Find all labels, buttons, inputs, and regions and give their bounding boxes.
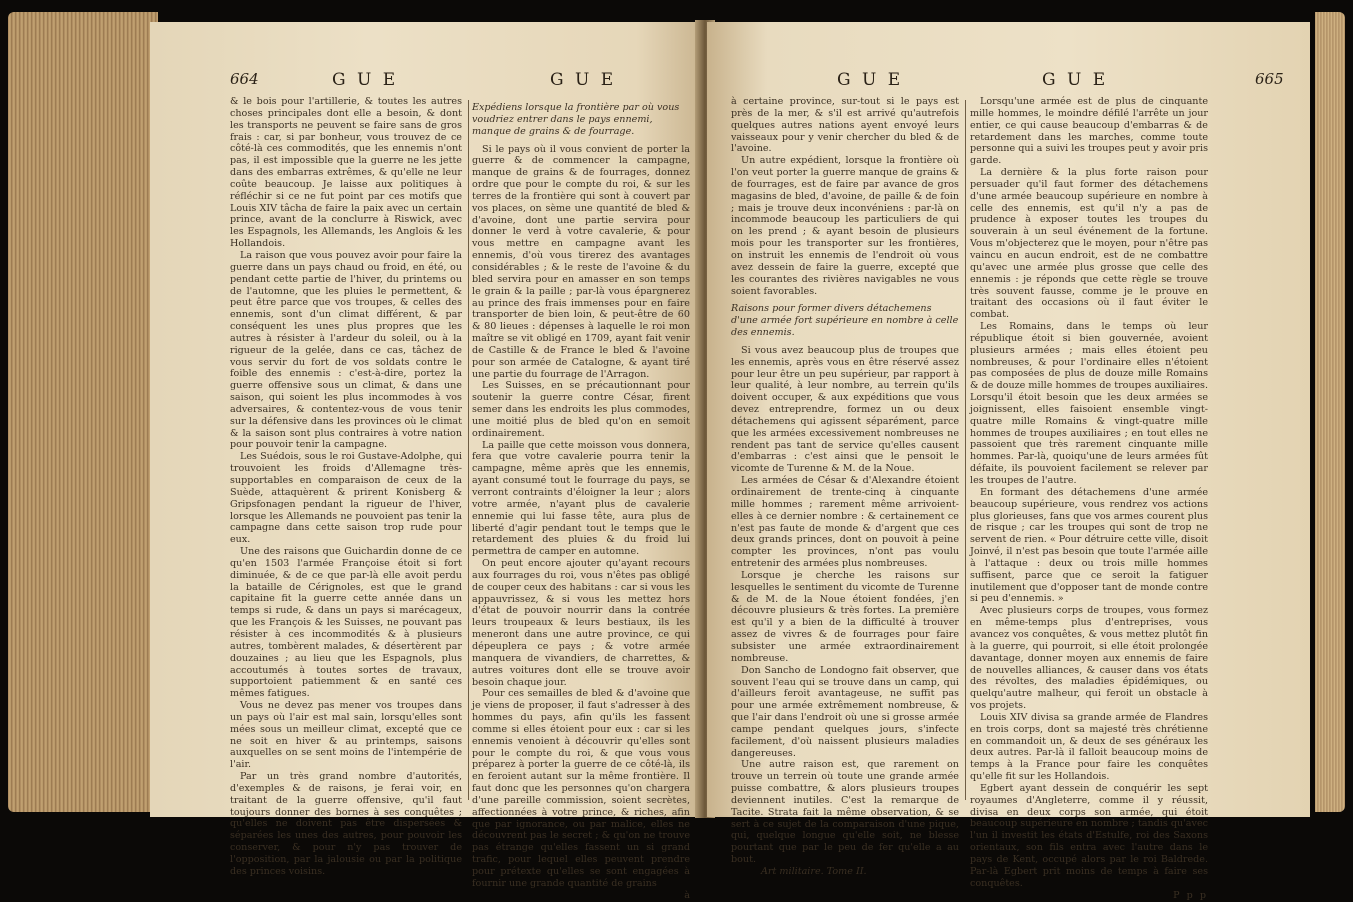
page-number-right: 665 <box>1255 70 1284 88</box>
column-rule <box>965 100 966 800</box>
catchword: à <box>684 889 690 901</box>
paragraph: Les Suédois, sous le roi Gustave-Adolphe, qui trouvoient les froids d'Allemagne très-supportables en comparaison de ceux de la Suède, attaquèrent & prirent Konisberg & Gripsfonagen pendant la rigueur de l'hiver, lorsque les Allemands ne pouvoient pas tenir la campagne dans cette saison trop rude pour eux. <box>230 451 462 546</box>
page-number-left: 664 <box>230 70 259 88</box>
paragraph: Par un très grand nombre d'autorités, d'exemples & de raisons, je ferai voir, en traitant de la guerre offensive, qu'il faut toujours donner des bornes à ses conquêtes ; qu'elles ne doivent pas être dispersées & séparées les unes des autres, pour pouvoir les conserver, & pour n'y pas trouver de l'opposition, par la jalousie ou par la politique des princes voisins. <box>230 771 462 877</box>
left-page <box>150 22 703 901</box>
column-rule <box>468 100 469 800</box>
paragraph: Les Romains, dans le temps où leur république étoit si bien gouvernée, avoient plusieurs armées ; mais elles étoient peu nombreuses, & pour l'ordinaire elles n'étoient pas composées de plus de douze mille Romains & de douze mille hommes de troupes auxiliaires. Lorsqu'il étoit besoin que les deux armées se joignissent, elles faisoient ensemble vingt-quatre mille Romains & vingt-quatre mille hommes de troupes auxiliaires ; en tout elles ne passoient que très rarement cinquante mille hommes. Par-là, quoiqu'une de leurs armées fût défaite, ils pouvoient facilement se relever par les troupes de l'autre. <box>970 321 1208 486</box>
paragraph: La dernière & la plus forte raison pour persuader qu'il faut former des détachemens d'une armée beaucoup supérieure en nombre à celle des ennemis, est qu'il n'y a pas de prudence à exposer toutes les troupes du souverain à un seul événement de la fortune. Vous m'objecterez que le moyen, pour n'être pas vaincu en aucun endroit, est de ne combattre qu'avec une armée plus grosse que celle des ennemis : je réponds que cette règle se trouve très souvent fausse, comme je le prouve en traitant des occasions où il faut éviter le combat. <box>970 167 1208 321</box>
running-head: G U E <box>550 70 617 90</box>
paragraph: Si vous avez beaucoup plus de troupes que les ennemis, après vous en être réservé assez pour leur être un peu supérieur, par rapport à leur qualité, à leur nombre, au terrein qu'ils doivent occuper, & aux expéditions que vous devez entreprendre, formez un ou deux détachemens qui agissent séparément, parce que les armées excessivement nombreuses ne rendent pas tant de service qu'elles causent d'embarras : c'est ainsi que le pensoit le vicomte de Turenne & M. de la Noue. <box>731 344 959 475</box>
paragraph: On peut encore ajouter qu'ayant recours aux fourrages du roi, vous n'êtes pas obligé de couper ceux des habitans : car si vous les appauvrissez, & si vous les mettez hors d'état de pouvoir nourrir dans la contrée leurs troupeaux & leurs bestiaux, ils les meneront dans une autre province, ce qui dépeuplera ce pays ; & votre armée manquera de vivandiers, de charrettes, & autres voitures dont elle se trouve avoir besoin chaque jour. <box>472 558 690 688</box>
paragraph: Pour ces semailles de bled & d'avoine que je viens de proposer, il faut s'adresser à des hommes du pays, afin qu'ils les fassent comme si elles étoient pour eux : car si les ennemis venoient à découvrir qu'elles sont pour le compte du roi, & que vous vous préparez à porter la guerre de ce côté-là, ils en feroient autant sur la même frontière. Il faut donc que les personnes qu'on chargera d'une pareille commission, soient secrètes, affectionnées à votre prince, & riches, afin que par ignorance, ou par malice, elles ne découvrent pas le secret ; & qu'on ne trouve pas étrange qu'elles fassent un si grand trafic, pour lequel elles peuvent prendre pour prétexte qu'elles se sont engagées à fournir une grande quantité de grains <box>472 688 690 889</box>
paragraph: Si le pays où il vous convient de porter la guerre & de commencer la campagne, manque de grains & de fourrages, donnez ordre que pour le compte du roi, & sur les terres de la frontière qui sont à couvert par vos places, on sème une quantité de bled & d'avoine, dont une partie servira pour donner le verd à votre cavalerie, & pour vous mettre en campagne avant les ennemis, d'où vous tirerez des avantages considérables ; & le reste de l'avoine & du bled servira pour en amasser en son temps le grain & la paille ; par-là vous épargnerez au prince des frais immenses pour en faire transporter de bien loin, & peut-être de 60 & 80 lieues : dépenses à laquelle le roi mon maître se vit obligé en 1709, ayant fait venir de Castille & de France le bled & l'avoine pour son armée de Catalogne, & ayant tiré une partie du fourrage de l'Arragon. <box>472 143 690 380</box>
paragraph: Un autre expédient, lorsque la frontière où l'on veut porter la guerre manque de grains & de fourrages, est de faire par avance de gros magasins de bled, d'avoine, de paille & de foin ; mais je trouve deux inconvéniens : par-là on incommode beaucoup les particuliers de qui on les prend ; & ayant besoin de plusieurs mois pour les transporter sur les frontières, on instruit les ennemis de l'endroit où vous avez dessein de faire la guerre, excepté que les courantes des rivières navigables ne vous soient favorables. <box>731 155 959 297</box>
paragraph: La raison que vous pouvez avoir pour faire la guerre dans un pays chaud ou froid, en été, ou pendant cette partie de l'hiver, du printems ou de l'automne, que les pluies le permettent, & peut être parce que vos troupes, & celles des ennemis, sont d'un climat différent, & par conséquent les unes plus propres que les autres à résister à l'ardeur du soleil, ou à la rigueur de la gelée, dans ce cas, tâchez de vous servir du fort de vos soldats contre le foible des ennemis : c'est-à-dire, portez la guerre offensive sous un climat, & dans une saison, qui soient les plus incommodes à vos adversaires, & contentez-vous de vous tenir sur la défensive dans les provinces où le climat & la saison sont plus contraires à votre nation pour pouvoir tenir la campagne. <box>230 249 462 451</box>
paragraph: Don Sancho de Londogno fait observer, que souvent l'eau qui se trouve dans un camp, qui d'ailleurs feroit avantageuse, ne suffit pas pour une armée extrêmement nombreuse, & que l'air dans l'endroit où une si grosse armée campe pendant quelques jours, s'infecte facilement, d'où naissent plusieurs maladies dangereuses. <box>731 664 959 759</box>
section-heading: Expédiens lorsque la frontière par où vous voudriez entrer dans le pays ennemi, manque de grains & de fourrage. <box>472 102 680 137</box>
running-head: G U E <box>332 70 399 90</box>
paragraph: En formant des détachemens d'une armée beaucoup supérieure, vous rendrez vos actions plus glorieuses, fans que vos armes courent plus de risque ; car les troupes qui sont de trop ne servent de rien. « Pour détruire cette ville, disoit Joinvé, il n'est pas besoin que toute l'armée aille à l'attaque : deux ou trois mille hommes suffisent, parce que ce seroit la fatiguer inutilement que d'opposer tant de monde contre si peu d'ennemis. » <box>970 486 1208 605</box>
paragraph: Lorsque je cherche les raisons sur lesquelles le sentiment du vicomte de Turenne & de M. de la Noue étoient fondées, j'en découvre plusieurs & très fortes. La première est qu'il y a bien de la difficulté à trouver assez de vivres & de fourrages pour faire subsister une armée extraordinairement nombreuse. <box>731 569 959 664</box>
text-column-1 <box>731 96 959 878</box>
paragraph: Une autre raison est, que rarement on trouve un terrein où toute une grande armée puisse combattre, & alors plusieurs troupes deviennent inutiles. C'est la remarque de Tacite. Strata fait la même observation, & se sert à ce sujet de la comparaison d'une pique, qui, quelque longue qu'elle soit, ne blesse pourtant que par le peu de fer qu'elle a au bout. <box>731 759 959 866</box>
running-head: G U E <box>1042 70 1109 90</box>
paragraph: Egbert ayant dessein de conquérir les sept royaumes d'Angleterre, comme il y réussit, divisa en deux corps son armée, qui étoit beaucoup supérieure en nombre ; tandis qu'avec l'un il investit les états d'Estulfe, roi des Saxons orientaux, son fils entra avec l'autre dans le pays de Kent, occupé alors par le roi Baldrede. Par-là Egbert prit moins de temps à faire ses conquêtes. <box>970 782 1208 889</box>
text-column-2 <box>970 96 1208 901</box>
text-column-1 <box>230 96 462 878</box>
signature-mark: P p p <box>1173 889 1208 901</box>
paragraph: Avec plusieurs corps de troupes, vous formez en même-temps plus d'entreprises, vous avancez vos conquêtes, & vous mettez plutôt fin à la guerre, qui pourroit, si elle étoit prolongée davantage, donner moyen aux ennemis de faire de nouvelles alliances, & causer dans vos états des révoltes, des maladies épidémiques, ou quelqu'autre malheur, qui feroit un obstacle à vos projets. <box>970 605 1208 712</box>
running-head: G U E <box>837 70 904 90</box>
page-footer: Art militaire. Tome II. <box>761 866 867 877</box>
section-heading: Raisons pour former divers détachemens d'une armée fort supérieure en nombre à celle des ennemis. <box>731 303 959 339</box>
paragraph: Les Suisses, en se précautionnant pour soutenir la guerre contre César, firent semer dans les endroits les plus commodes, une moitié plus de bled qu'on en semoit ordinairement. <box>472 380 690 439</box>
paragraph: Les armées de César & d'Alexandre étoient ordinairement de trente-cinq à cinquante mille hommes ; rarement même arrivoient-elles à ce dernier nombre : & certainement ce n'est pas faute de monde & d'argent que ces deux grands princes, dont on pouvoit à peine compter les provinces, n'ont pas voulu entretenir des armées plus nombreuses. <box>731 475 959 570</box>
page-edges-left <box>8 12 158 812</box>
paragraph: La paille que cette moisson vous donnera, fera que votre cavalerie pourra tenir la campagne, même après que les ennemis, ayant consumé tout le fourrage du pays, se verront contraints d'éloigner la leur ; alors votre armée, n'ayant plus de cavalerie ennemie qui lui fasse tête, aura plus de liberté d'agir pendant tout le temps que le retardement des pluies & du froid lui permettra de camper en automne. <box>472 439 690 558</box>
paragraph: Une des raisons que Guichardin donne de ce qu'en 1503 l'armée Françoise étoit si fort diminuée, & de ce que par-là elle avoit perdu la bataille de Cérignoles, est que le grand capitaine fit la guerre cette année dans un temps si rude, & dans un pays si marécageux, que les François & les Suisses, ne pouvant pas résister à ces incommodités & à plusieurs autres, tombèrent malades, & désertèrent par douzaines ; au lieu que les Espagnols, plus accoutumés à toutes sortes de travaux, supportoient patiemment & en santé ces mêmes fatigues. <box>230 546 462 700</box>
right-page <box>707 22 1310 901</box>
paragraph: & le bois pour l'artillerie, & toutes les autres choses principales dont elle a besoin, & dont les transports ne peuvent se faire sans de gros frais : car, si par bonheur, vous trouvez de ce côté-là ces commodités, que les ennemis n'ont pas, il est impossible que la guerre ne les jette dans des embarras extrêmes, & qu'elle ne leur coûte beaucoup. Je laisse aux politiques à réfléchir si ce ne fut point par ces motifs que Louis XIV tâcha de faire la paix avec un certain prince, avant de la conclurre à Riswick, avec les Espagnols, les Allemands, les Anglois & les Hollandois. <box>230 96 462 250</box>
paragraph: Vous ne devez pas mener vos troupes dans un pays où l'air est mal sain, lorsqu'elles sont mées sous un meilleur climat, excepté que ce ne soit en hiver & au printemps, saisons auxquelles on se sent moins de l'intempérie de l'air. <box>230 700 462 771</box>
page-edges-right <box>1315 12 1345 812</box>
text-column-2 <box>472 96 690 902</box>
paragraph: Lorsqu'une armée est de plus de cinquante mille hommes, le moindre défilé l'arrête un jour entier, ce qui cause beaucoup d'embarras & de retardement dans les marches, comme toute personne qui a suivi les troupes peut y avoir pris garde. <box>970 96 1208 167</box>
paragraph: à certaine province, sur-tout si le pays est près de la mer, & s'il est arrivé qu'autrefois quelques autres nations ayent envoyé leurs vaisseaux pour y venir chercher du bled & de l'avoine. <box>731 96 959 155</box>
paragraph: Louis XIV divisa sa grande armée de Flandres en trois corps, dont sa majesté très chrétienne en commandoit un, & deux de ses généraux les deux autres. Par-là il falloit beaucoup moins de temps à la France pour faire les conquêtes qu'elle fit sur les Hollandois. <box>970 711 1208 783</box>
